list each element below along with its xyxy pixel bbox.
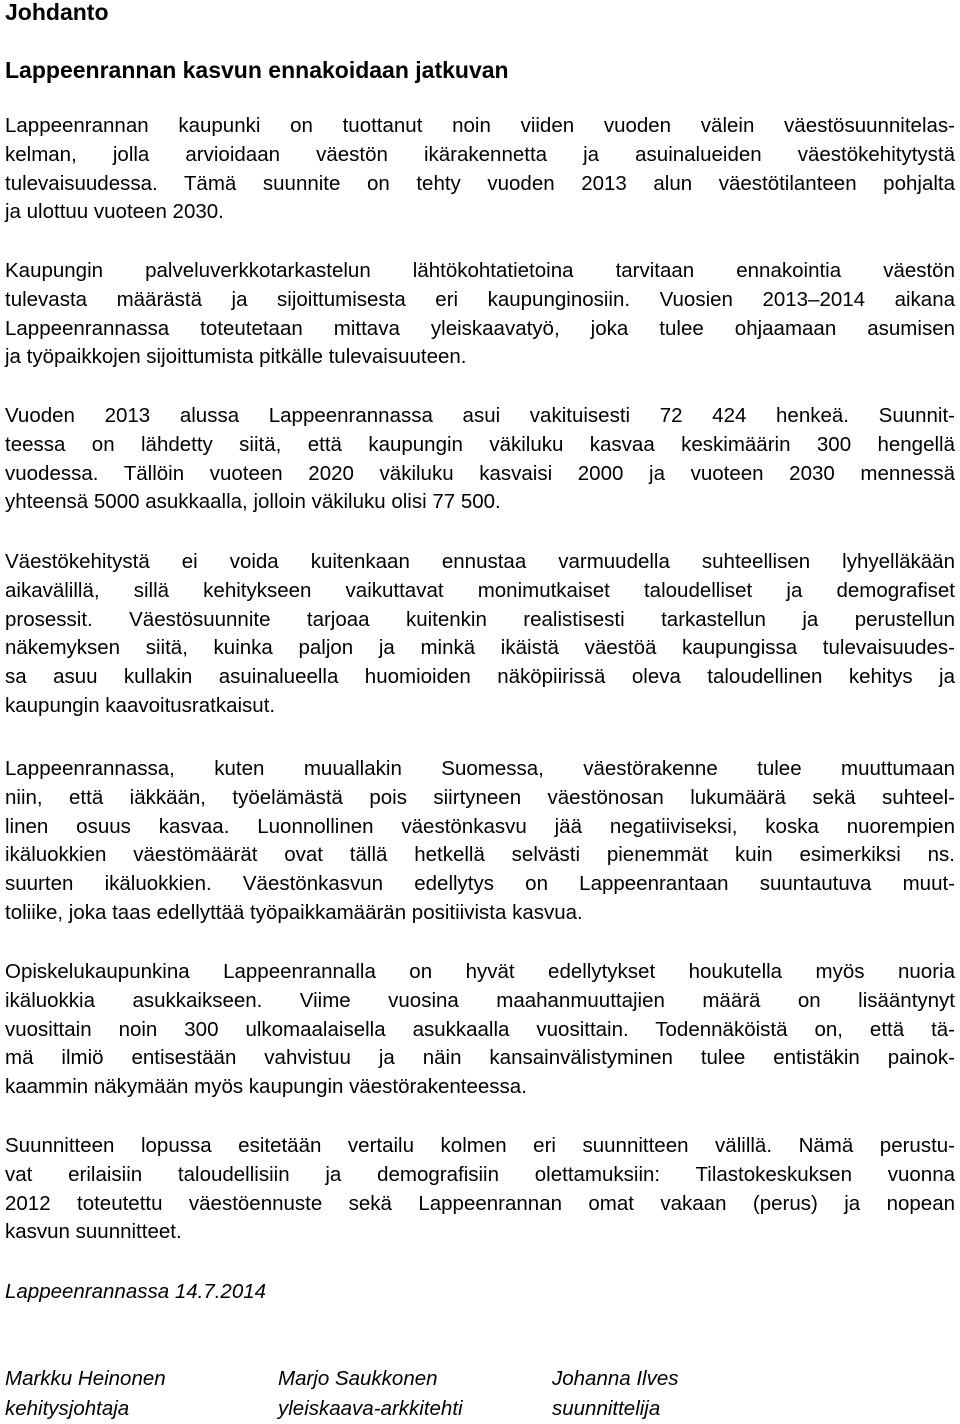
page-title: Johdanto [5,0,109,25]
paragraph-line: niin, että iäkkään, työelämästä pois siirtyneen väestönosan lukumäärä sekä suhteel- [5,785,955,809]
paragraph-line: teessa on lähdetty siitä, että kaupungin väkiluku kasvaa keskimäärin 300 hengellä [5,432,955,456]
paragraph-line: ikäluokkia asukkaikseen. Viime vuosina maahanmuuttajien määrä on lisääntynyt [5,988,955,1012]
signatory-name: Marjo Saukkonen [278,1367,438,1390]
paragraph-5 [5,755,955,928]
paragraph-line: linen osuus kasvaa. Luonnollinen väestönkasvu jää negatiiviseksi, koska nuorempien [5,814,955,838]
signatory-title: kehitysjohtaja [5,1397,130,1420]
signatory-name: Markku Heinonen [5,1367,166,1390]
paragraph-4 [5,548,955,721]
paragraph-line: Lappeenrannassa, kuten muuallakin Suomessa, väestörakenne tulee muuttumaan [5,757,955,780]
paragraph-line: ja työpaikkojen sijoittumista pitkälle tulevaisuuteen. [5,345,467,369]
paragraph-line: Lappeenrannassa toteutetaan mittava yleiskaavatyö, joka tulee ohjaamaan asumisen [5,316,955,340]
signatory-name: Johanna Ilves [552,1367,679,1390]
signatory-title: suunnittelija [552,1397,661,1420]
paragraph-line: Suunnitteen lopussa esitetään vertailu kolmen eri suunnitteen välillä. Nämä perustu- [5,1134,955,1157]
paragraph-line: Väestökehitystä ei voida kuitenkaan ennustaa varmuudella suhteellisen lyhyelläkään [5,550,955,573]
paragraph-line: kaammin näkymään myös kaupungin väestörakenteessa. [5,1075,527,1099]
signatory-title: yleiskaava-arkkitehti [278,1397,463,1420]
paragraph-line: prosessit. Väestösuunnite tarjoaa kuitenkin realistisesti tarkastellun ja perustellun [5,607,955,631]
paragraph-line: tulevaisuudessa. Tämä suunnite on tehty vuoden 2013 alun väestötilanteen pohjalta [5,171,955,195]
paragraph-line: näkemyksen siitä, kuinka paljon ja minkä ikäistä väestöä kaupungissa tulevaisuudes- [5,636,955,660]
paragraph-1 [5,112,955,227]
paragraph-line: vat erilaisiin taloudellisiin ja demografisiin olettamuksiin: Tilastokeskuksen vuonna [5,1162,955,1186]
paragraph-line: yhteensä 5000 asukkaalla, jolloin väkiluku olisi 77 500. [5,490,501,514]
paragraph-6 [5,958,955,1102]
signatory-3 [552,1364,679,1424]
signatory-1 [5,1364,166,1424]
paragraph-line: mä ilmiö entisestään vahvistuu ja näin kansainvälistyminen tulee entistäkin painok- [5,1046,955,1070]
paragraph-line: tulevasta määrästä ja sijoittumisesta eri kaupunginosiin. Vuosien 2013–2014 aikana [5,287,955,311]
section-heading: Lappeenrannan kasvun ennakoidaan jatkuvan [5,57,509,83]
paragraph-line: toliike, joka taas edellyttää työpaikkamäärän positiivista kasvua. [5,900,583,924]
place-and-date: Lappeenrannassa 14.7.2014 [5,1280,267,1303]
paragraph-line: Opiskelukaupunkina Lappeenrannalla on hyvät edellytykset houkutella myös nuoria [5,960,955,983]
paragraph-line: sa asuu kullakin asuinalueella huomioiden näköpiirissä oleva taloudellinen kehitys ja [5,665,955,689]
paragraph-line: kasvun suunnitteet. [5,1220,182,1244]
paragraph-line: Lappeenrannan kaupunki on tuottanut noin viiden vuoden välein väestösuunnitelas- [5,114,955,137]
paragraph-line: ikäluokkien väestömäärät ovat tällä hetkellä selvästi pienemmät kuin esimerkiksi ns. [5,843,955,867]
paragraph-2 [5,257,955,372]
paragraph-line: kaupungin kaavoitusratkaisut. [5,693,276,717]
paragraph-line: aikavälillä, sillä kehitykseen vaikuttavat monimutkaiset taloudelliset ja demografiset [5,578,955,602]
paragraph-line: 2012 toteutettu väestöennuste sekä Lappeenrannan omat vakaan (perus) ja nopean [5,1191,955,1215]
paragraph-line: Vuoden 2013 alussa Lappeenrannassa asui vakituisesti 72 424 henkeä. Suunnit- [5,404,955,427]
paragraph-7 [5,1132,955,1247]
signatory-2 [278,1364,463,1424]
paragraph-3 [5,402,955,517]
paragraph-line: kelman, jolla arvioidaan väestön ikärakennetta ja asuinalueiden väestökehitytystä [5,142,955,166]
paragraph-line: vuosittain noin 300 ulkomaalaisella asukkaalla vuosittain. Todennäköistä on, että tä- [5,1017,955,1041]
paragraph-line: suurten ikäluokkien. Väestönkasvun edellytys on Lappeenrantaan suuntautuva muut- [5,872,955,896]
paragraph-line: ja ulottuu vuoteen 2030. [5,200,224,224]
paragraph-line: vuodessa. Tällöin vuoteen 2020 väkiluku kasvaisi 2000 ja vuoteen 2030 mennessä [5,461,955,485]
paragraph-line: Kaupungin palveluverkkotarkastelun lähtökohtatietoina tarvitaan ennakointia väestön [5,259,955,282]
